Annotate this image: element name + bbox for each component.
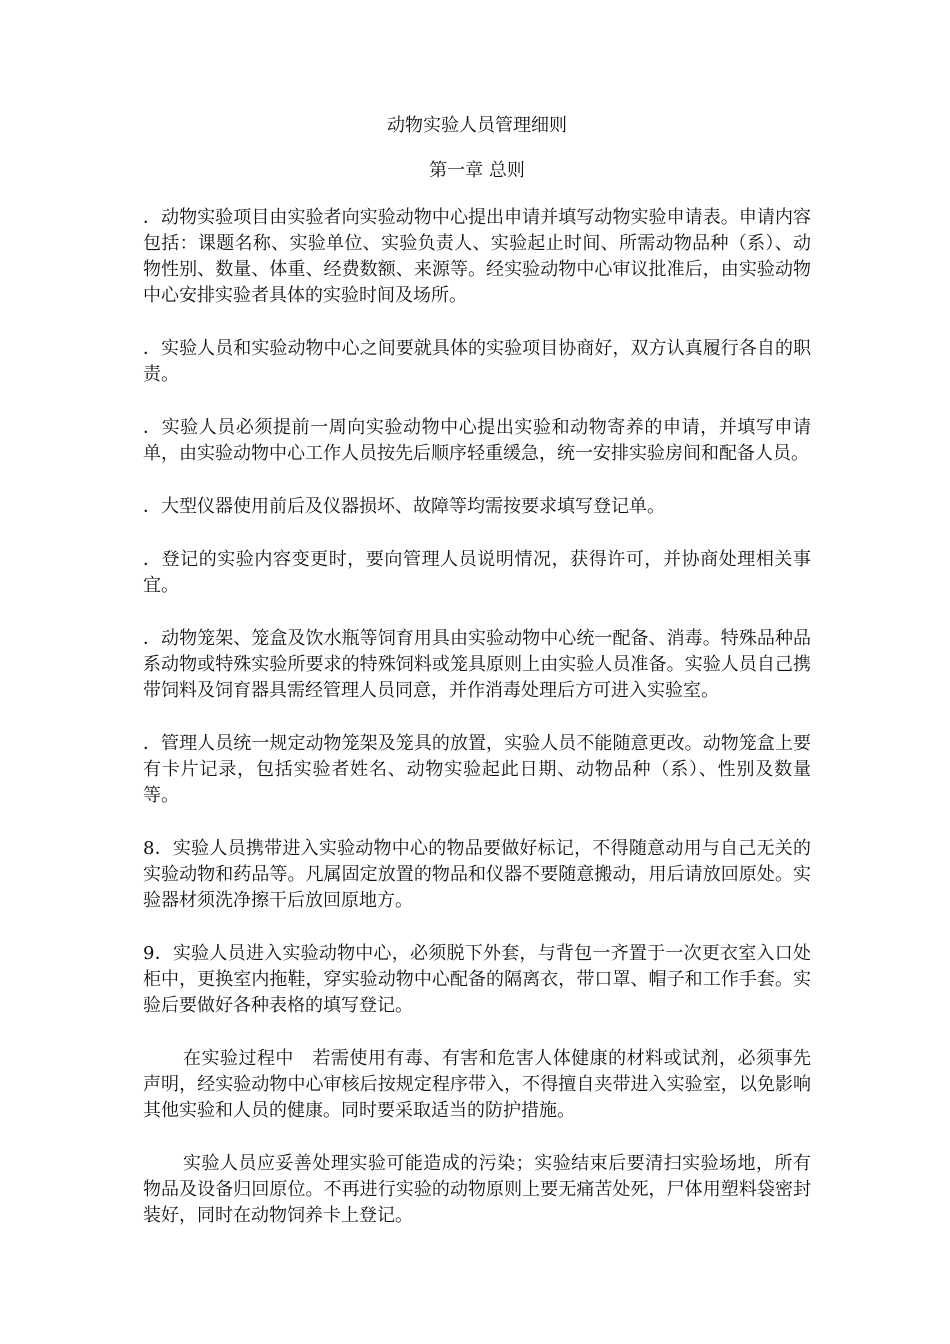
paragraph-5: ．登记的实验内容变更时，要向管理人员说明情况，获得许可，并协商处理相关事宜。 xyxy=(143,549,811,596)
paragraph-2: ．实验人员和实验动物中心之间要就具体的实验项目协商好，双方认真履行各自的职责。 xyxy=(143,338,811,385)
paragraph-3: ．实验人员必须提前一周向实验动物中心提出实验和动物寄养的申请，并填写申请单，由实验动物中心工作人员按先后顺序轻重缓急，统一安排实验房间和配备人员。 xyxy=(143,417,811,464)
paragraph-10: 在实验过程中 若需使用有毒、有害和危害人体健康的材料或试剂，必须事先声明，经实验动物中心审核后按规定程序带入，不得擅自夹带进入实验室，以免影响其他实验和人员的健康。同时要采取适当的防护措施。 xyxy=(143,1048,811,1121)
paragraph-1: ．动物实验项目由实验者向实验动物中心提出申请并填写动物实验申请表。申请内容包括：课题名称、实验单位、实验负责人、实验起止时间、所需动物品种（系）、动物性别、数量、体重、经费数额、来源等。经实验动物中心审议批准后，由实验动物中心安排实验者具体的实验时间及场所。 xyxy=(143,207,811,306)
paragraph-11: 实验人员应妥善处理实验可能造成的污染；实验结束后要清扫实验场地，所有物品及设备归回原位。不再进行实验的动物原则上要无痛苦处死，尸体用塑料袋密封装好，同时在动物饲养卡上登记。 xyxy=(143,1153,811,1226)
paragraph-4: ．大型仪器使用前后及仪器损坏、故障等均需按要求填写登记单。 xyxy=(143,496,665,517)
chapter-heading: 第一章 总则 xyxy=(429,160,525,181)
document-body xyxy=(143,113,811,1256)
paragraph-6: ．动物笼架、笼盒及饮水瓶等饲育用具由实验动物中心统一配备、消毒。特殊品种品系动物或特殊实验所要求的特殊饲料或笼具原则上由实验人员准备。实验人员自己携带饲料及饲育器具需经管理人员同意，并作消毒处理后方可进入实验室。 xyxy=(143,628,811,701)
paragraph-9: 9．实验人员进入实验动物中心，必须脱下外套，与背包一齐置于一次更衣室入口处柜中，更换室内拖鞋，穿实验动物中心配备的隔离衣，带口罩、帽子和工作手套。实验后要做好各种表格的填写登记。 xyxy=(143,943,811,1016)
paragraph-7: ．管理人员统一规定动物笼架及笼具的放置，实验人员不能随意更改。动物笼盒上要有卡片记录，包括实验者姓名、动物实验起此日期、动物品种（系）、性别及数量等。 xyxy=(143,733,811,806)
document-title: 动物实验人员管理细则 xyxy=(387,115,567,136)
paragraph-8: 8．实验人员携带进入实验动物中心的物品要做好标记，不得随意动用与自己无关的实验动物和药品等。凡属固定放置的物品和仪器不要随意搬动，用后请放回原处。实验器材须洗净擦干后放回原地方。 xyxy=(143,838,811,911)
